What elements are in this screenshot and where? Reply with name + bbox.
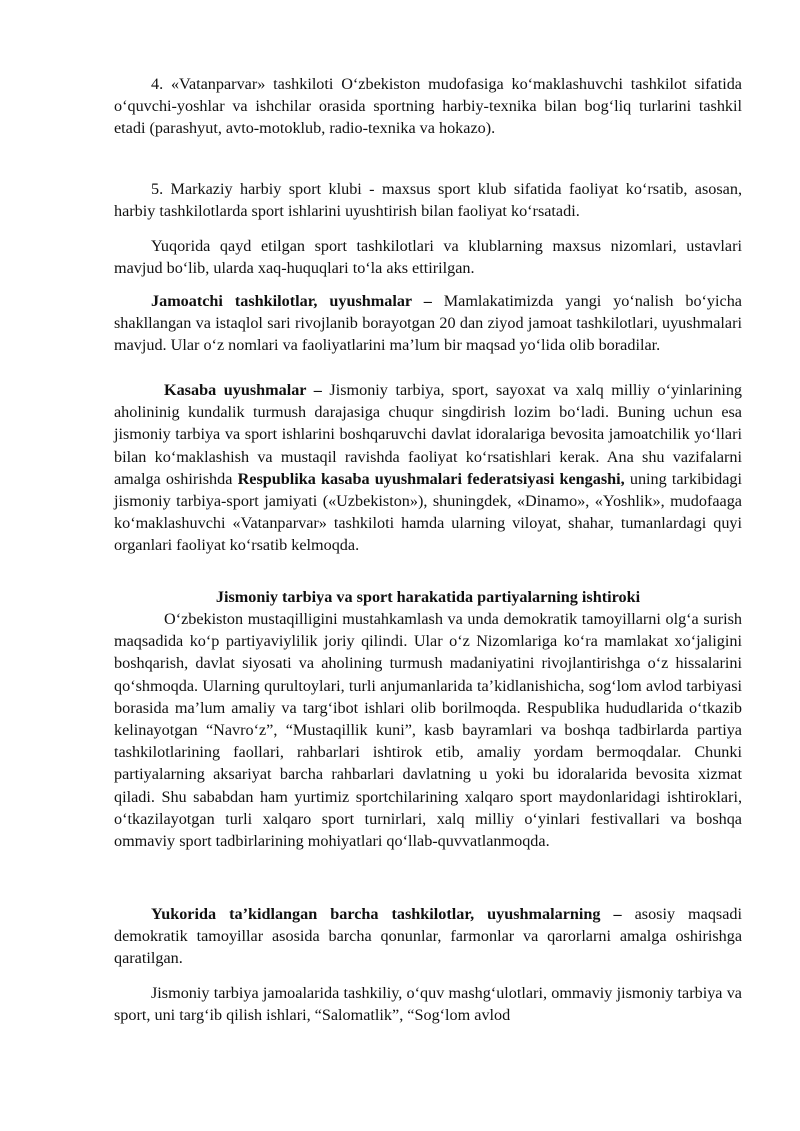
paragraph-physical-education-collectives: Jismoniy tarbiya jamoalarida tashkiliy, o‘quv mashg‘ulotlari, ommaviy jismoniy tarbiya va sport, uni targ‘ib qilish ishlari, “Salomatlik”, “Sog‘lom avlod	[114, 984, 742, 1025]
bold-term: Respublika kasaba uyushmalari federatsiyasi kengashi,	[237, 469, 625, 488]
paragraph-sport-organizations: Yuqorida qayd etilgan sport tashkilotlari va klublarning maxsus nizomlari, ustavlari mavjud bo‘lib, ularda xaq-huquqlari to‘la aks ettirilgan.	[114, 237, 742, 278]
section-heading: Jismoniy tarbiya va sport harakatida partiyalarning ishtiroki	[215, 588, 641, 606]
paragraph-trade-unions: Kasaba uyushmalar – Jismoniy tarbiya, sport, sayoxat va xalq milliy o‘yinlarining aholininig kundalik turmush darajasiga chuqur singdirish lozim bo‘ladi. Buning uchun esa jismoniy tarbiya va sport ishlarini boshqaruvchi davlat idoralariga bevosita jamoatchilik yo‘llari bilan ko‘maklashish va mustaqil ravishda faoliyat ko‘rsatishlari kerak. Ana shu vazifalarni amalga oshirishda Respublika kasaba uyushmalari federatsiyasi kengashi, uning tarkibidagi jismoniy tarbiya-sport jamiyati («Uzbekiston»), shuningdek, «Dinamo», «Yoshlik», mudofaaga ko‘maklashuvchi «Vatanparvar» tashkiloti hamda ularning viloyat, shahar, tumanlardagi quyi organlari faoliyat ko‘rsatib kelmoqda.	[114, 381, 743, 555]
bold-term: Jamoatchi tashkilotlar, uyushmalar –	[151, 292, 432, 310]
bold-term: Yukorida ta’kidlangan barcha tashkilotlar, uyushmalarning –	[151, 905, 622, 923]
bold-term: Kasaba uyushmalar –	[164, 381, 322, 399]
paragraph-central-military-club: 5. Markaziy harbiy sport klubi - maxsus sport klub sifatida faoliyat ko‘rsatib, asosan, harbiy tashkilotlarda sport ishlarini uyushtirish bilan faoliyat ko‘rsatadi.	[114, 180, 742, 221]
paragraph-summary: Yukorida ta’kidlangan barcha tashkilotlar, uyushmalarning – asosiy maqsadi demokratik tamoyillar asosida barcha qonunlar, farmonlar va qarorlarni amalga oshirishga qaratilgan.	[114, 905, 742, 968]
paragraph-parties: O‘zbekiston mustaqilligini mustahkamlash va unda demokratik tamoyillarni olg‘a surish maqsadida ko‘p partiyaviylilik joriy qilindi. Ular o‘z Nizomlariga ko‘ra mamlakat xo‘jaligini boshqarish, davlat siyosati va aholining turmush madaniyatini rivojlantirishga o‘z hissalarini qo‘shmoqda. Ularning qurultoylari, turli anjumanlarida ta’kidlanishicha, sog‘lom avlod tarbiyasi borasida ma’lum amaliy va targ‘ibot ishlari olib borilmoqda. Respublika hududlarida o‘tkazib kelinayotgan “Navro‘z”, “Mustaqillik kuni”, kasb bayramlari va boshqa tadbirlarda partiya tashkilotlarining faollari, rahbarlari ishtirok etib, amaliy yordam bermoqdalar. Chunki partiyalarning aksariyat barcha rahbarlari davlatning u yoki bu idoralarida bevosita xizmat qiladi. Shu sababdan ham yurtimiz sportchilarining xalqaro sport maydonlaridagi ishtiroklari, o‘tkazilayotgan turli xalqaro sport turnirlari, xalq milliy o‘yinlari festivallari va boshqa ommaviy sport tadbirlarining mohiyatlari qo‘llab-quvvatlanmoqda.	[114, 610, 742, 851]
paragraph-vatanparvar: 4. «Vatanparvar» tashkiloti O‘zbekiston mudofasiga ko‘maklashuvchi tashkilot sifatida o‘quvchi-yoshlar va ishchilar orasida sportning harbiy-texnika bilan bog‘liq turlarini tashkil etadi (parashyut, avto-motoklub, radio-texnika va hokazo).	[114, 75, 742, 138]
paragraph-public-organizations: Jamoatchi tashkilotlar, uyushmalar – Mamlakatimizda yangi yo‘nalish bo‘yicha shakllangan va istaqlol sari rivojlanib borayotgan 20 dan ziyod jamoat tashkilotlari, uyushmalari mavjud. Ular o‘z nomlari va faoliyatlarini ma’lum bir maqsad yo‘lida olib boradilar.	[114, 292, 742, 355]
